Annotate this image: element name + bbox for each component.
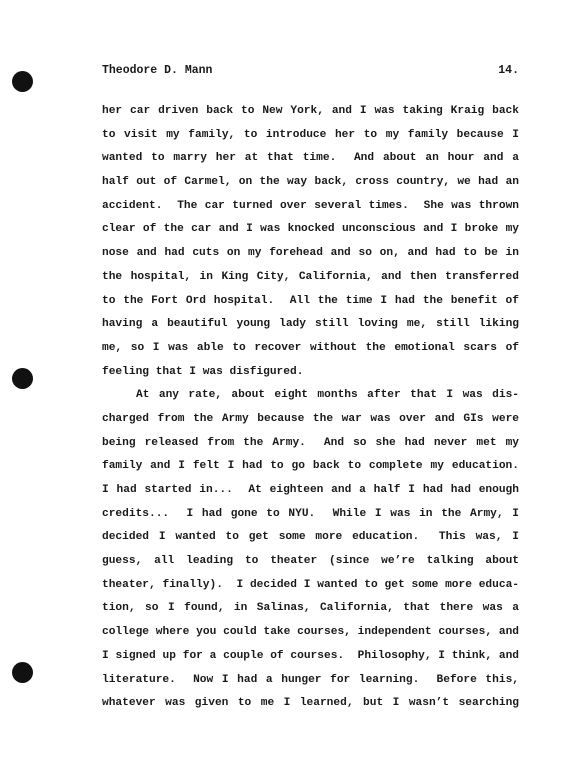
text-line: having a beautiful young lady still loving me, still liking [102, 318, 519, 331]
text-line: clear of the car and I was knocked unconscious and I broke my [102, 223, 519, 236]
punch-hole-bottom [12, 662, 33, 683]
text-line: wanted to marry her at that time. And about an hour and a [102, 152, 519, 165]
punch-hole-middle [12, 368, 33, 389]
text-line: half out of Carmel, on the way back, cross country, we had an [102, 176, 519, 189]
transcript-body [102, 100, 519, 716]
text-line: her car driven back to New York, and I was taking Kraig back [102, 105, 519, 117]
header-author: Theodore D. Mann [102, 64, 213, 77]
text-line: feeling that I was disfigured. [102, 365, 304, 378]
page-header [102, 64, 519, 78]
text-line: I had started in... At eighteen and a half I had had enough [102, 484, 519, 496]
text-line: college where you could take courses, independent courses, and [102, 626, 519, 639]
text-line: decided I wanted to get some more education. This was, I [102, 531, 519, 544]
header-page-number: 14. [498, 64, 519, 77]
text-line: whatever was given to me I learned, but I wasn’t searching [102, 697, 519, 710]
text-line: credits... I had gone to NYU. While I was in the Army, I [102, 507, 519, 520]
paragraph-start-line: At any rate, about eight months after that I was dis- [136, 389, 519, 402]
text-line: tion, so I found, in Salinas, California, that there was a [102, 602, 519, 615]
text-line: I signed up for a couple of courses. Philosophy, I think, and [102, 649, 519, 662]
text-line: to the Fort Ord hospital. All the time I had the benefit of [102, 294, 519, 307]
text-line: family and I felt I had to go back to complete my education. [102, 460, 519, 473]
text-line: to visit my family, to introduce her to my family because I [102, 128, 519, 141]
text-line: being released from the Army. And so she had never met my [102, 436, 519, 449]
text-line: the hospital, in King City, California, and then transferred [102, 270, 519, 283]
text-line: accident. The car turned over several times. She was thrown [102, 199, 519, 212]
text-line: guess, all leading to theater (since we’re talking about [102, 555, 519, 568]
text-line: theater, finally). I decided I wanted to get some more educa- [102, 578, 519, 591]
text-line: charged from the Army because the war was over and GIs were [102, 412, 519, 425]
text-line: me, so I was able to recover without the emotional scars of [102, 341, 519, 354]
text-line: literature. Now I had a hunger for learning. Before this, [102, 673, 519, 686]
punch-hole-top [12, 71, 33, 92]
text-line: nose and had cuts on my forehead and so on, and had to be in [102, 247, 519, 260]
